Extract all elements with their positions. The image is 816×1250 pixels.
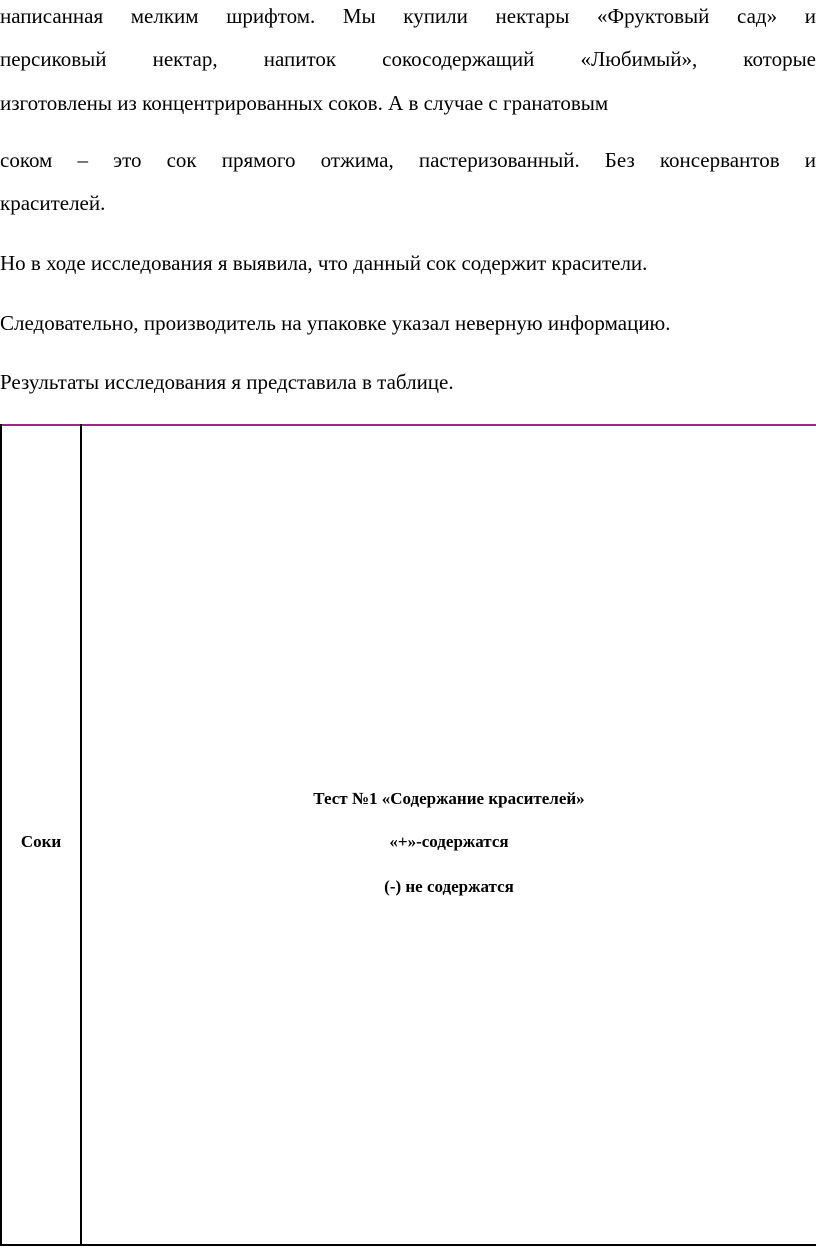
paragraph-line: соком – это сок прямого отжима, пастеризованный. Без консервантов и xyxy=(0,148,816,172)
results-table xyxy=(0,424,816,1250)
paragraph-line: персиковый нектар, напиток сокосодержащий «Любимый», которые xyxy=(0,47,816,71)
table-header-minus-legend: (-) не содержатся xyxy=(384,877,514,896)
paragraph-line: Результаты исследования я представила в таблице. xyxy=(0,370,454,394)
table-bottom-border xyxy=(0,1244,816,1246)
paragraph-line: написанная мелким шрифтом. Мы купили нектары «Фруктовый сад» и xyxy=(0,4,816,28)
paragraph-line: Следовательно, производитель на упаковке указал неверную информацию. xyxy=(0,311,671,335)
table-header-plus-legend: «+»-содержатся xyxy=(389,832,509,851)
paragraph-line: красителей. xyxy=(0,191,106,215)
table-header-test-title: Тест №1 «Содержание красителей» xyxy=(313,789,585,808)
paragraph-line: изготовлены из концентрированных соков. А в случае с гранатовым xyxy=(0,91,609,115)
table-top-border xyxy=(0,424,816,426)
paragraph-line: Но в ходе исследования я выявила, что данный сок содержит красители. xyxy=(0,251,648,275)
table-header-juices: Соки xyxy=(20,832,62,851)
